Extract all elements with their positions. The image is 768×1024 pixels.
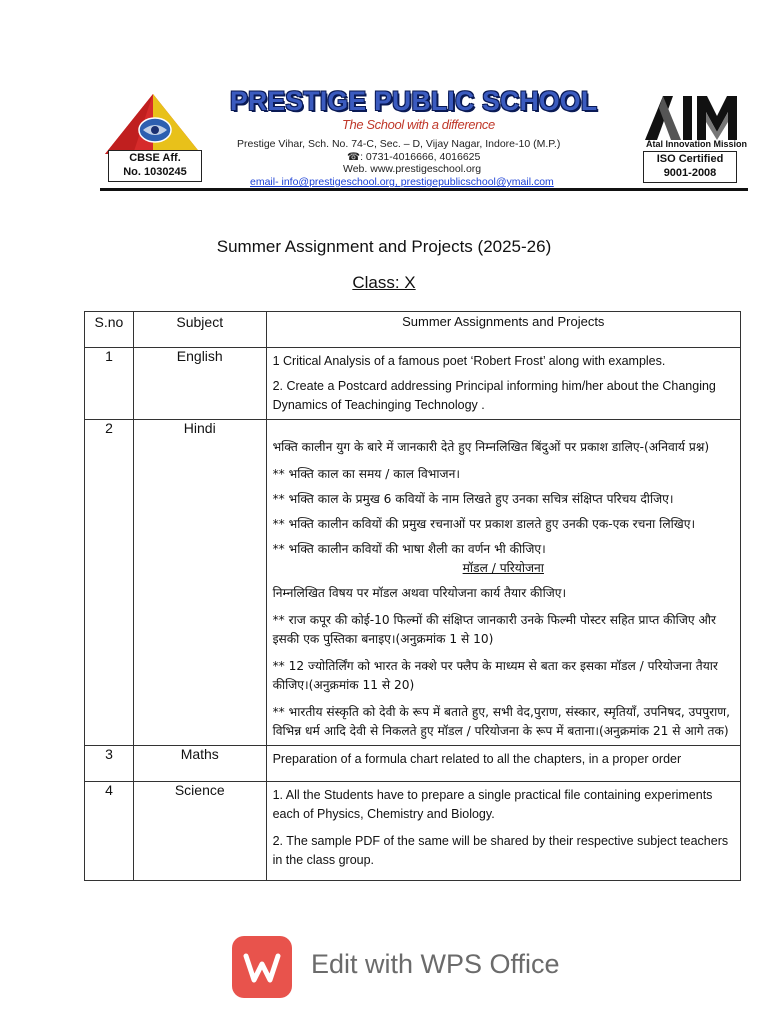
- row-assignments: [266, 420, 740, 746]
- school-phone: ☎: 0731-4016666, 4016625: [347, 151, 481, 163]
- assignments-table: [84, 311, 741, 881]
- header-sno: S.no: [85, 312, 134, 348]
- row-subject: English: [133, 348, 266, 420]
- assignment-line: ** भक्ति काल का समय / काल विभाजन।: [272, 467, 460, 481]
- wps-office-icon[interactable]: [232, 936, 292, 998]
- row-sno: 3: [85, 746, 134, 782]
- cbse-line1: CBSE Aff.: [129, 152, 181, 164]
- row-subject: Hindi: [133, 420, 266, 746]
- row-sno: 4: [85, 782, 134, 881]
- atal-innovation-mission-logo-icon: [643, 92, 739, 144]
- document-title: Summer Assignment and Projects (2025-26): [216, 237, 552, 256]
- table-header-row: [85, 312, 741, 348]
- iso-line1: ISO Certified: [656, 153, 724, 165]
- assignment-line: Preparation of a formula chart related to all the chapters, in a proper order: [272, 752, 682, 766]
- assignment-line: निम्नलिखित विषय पर मॉडल अथवा परियोजना कार्य तैयार कीजिए।: [272, 586, 567, 600]
- assignment-line: ** 12 ज्योतिर्लिंग को भारत के नक्शे पर फ्लैप के माध्यम से बता कर इसका मॉडल / परियोजना तैयार कीजिए।(अनुक्रमांक 11 से 20): [272, 659, 718, 692]
- letterhead: [0, 0, 768, 195]
- assignment-line: 1. All the Students have to prepare a single practical file containing experiments each of Physics, Chemistry and Biology.: [272, 788, 713, 821]
- assignment-line: ** भक्ति कालीन कवियों की भाषा शैली का वर्णन भी कीजिए।: [272, 542, 546, 556]
- header-assignments: Summer Assignments and Projects: [266, 312, 740, 348]
- header-subject: Subject: [133, 312, 266, 348]
- table-row: [85, 746, 741, 782]
- assignment-line: 2. Create a Postcard addressing Principal informing him/her about the Changing Dynamics of Teachinging Technology .: [272, 379, 716, 412]
- table-row: [85, 782, 741, 881]
- header-divider: [100, 188, 748, 191]
- row-assignments: [266, 348, 740, 420]
- row-assignments: [266, 782, 740, 881]
- iso-line2: 9001-2008: [663, 167, 717, 179]
- model-project-heading: मॉडल / परियोजना: [462, 561, 544, 575]
- row-subject: Science: [133, 782, 266, 881]
- school-tagline: The School with a difference: [342, 117, 495, 132]
- cbse-affiliation-badge: [108, 150, 202, 182]
- class-title: Class: X: [352, 273, 416, 292]
- table-row: [85, 420, 741, 746]
- cbse-line2: No. 1030245: [123, 166, 187, 178]
- table-row: [85, 348, 741, 420]
- assignment-line: 1 Critical Analysis of a famous poet ‘Robert Frost’ along with examples.: [272, 354, 666, 368]
- school-email-link[interactable]: email- info@prestigeschool.org, prestigepublicschool@ymail.com: [250, 176, 554, 188]
- assignment-line: ** राज कपूर की कोई-10 फिल्मों की संक्षिप्त जानकारी उनके फिल्मी पोस्टर सहित प्राप्त कीजिए और इसकी एक पुस्तिका बनाइए।(अनुक्रमांक 1 से 10): [272, 613, 716, 646]
- row-subject: Maths: [133, 746, 266, 782]
- assignment-line: भक्ति कालीन युग के बारे में जानकारी देते हुए निम्नलिखित बिंदुओं पर प्रकाश डालिए-(अनिवार्य प्रश्न): [272, 440, 710, 454]
- edit-with-wps-button[interactable]: Edit with WPS Office: [311, 949, 560, 979]
- assignment-line: 2. The sample PDF of the same will be shared by their respective subject teachers in the class group.: [272, 834, 729, 867]
- row-sno: 2: [85, 420, 134, 746]
- iso-certification-badge: [643, 151, 737, 183]
- assignment-line: ** भारतीय संस्कृति को देवी के रूप में बताते हुए, सभी वेद,पुराण, संस्कार, स्मृतियाँ, उपनिषद, उपपुराण, विभिन्न धर्म आदि देवी से निकलते हुए मॉडल / परियोजना के रूप में बताना।(अनुक्रमांक 21 से आगे तक): [272, 705, 730, 738]
- row-assignments: [266, 746, 740, 782]
- row-sno: 1: [85, 348, 134, 420]
- aim-caption: Atal Innovation Mission: [646, 139, 748, 149]
- school-address: Prestige Vihar, Sch. No. 74-C, Sec. – D, Vijay Nagar, Indore-10 (M.P.): [237, 138, 561, 150]
- assignment-line: ** भक्ति कालीन कवियों की प्रमुख रचनाओं पर प्रकाश डालते हुए उनकी एक-एक रचना लिखिए।: [272, 517, 696, 531]
- assignment-line: ** भक्ति काल के प्रमुख 6 कवियों के नाम लिखते हुए उनका सचित्र संक्षिप्त परिचय दीजिए।: [272, 492, 674, 506]
- school-name: PRESTIGE PUBLIC SCHOOL: [230, 86, 598, 116]
- school-website: Web. www.prestigeschool.org: [343, 163, 482, 175]
